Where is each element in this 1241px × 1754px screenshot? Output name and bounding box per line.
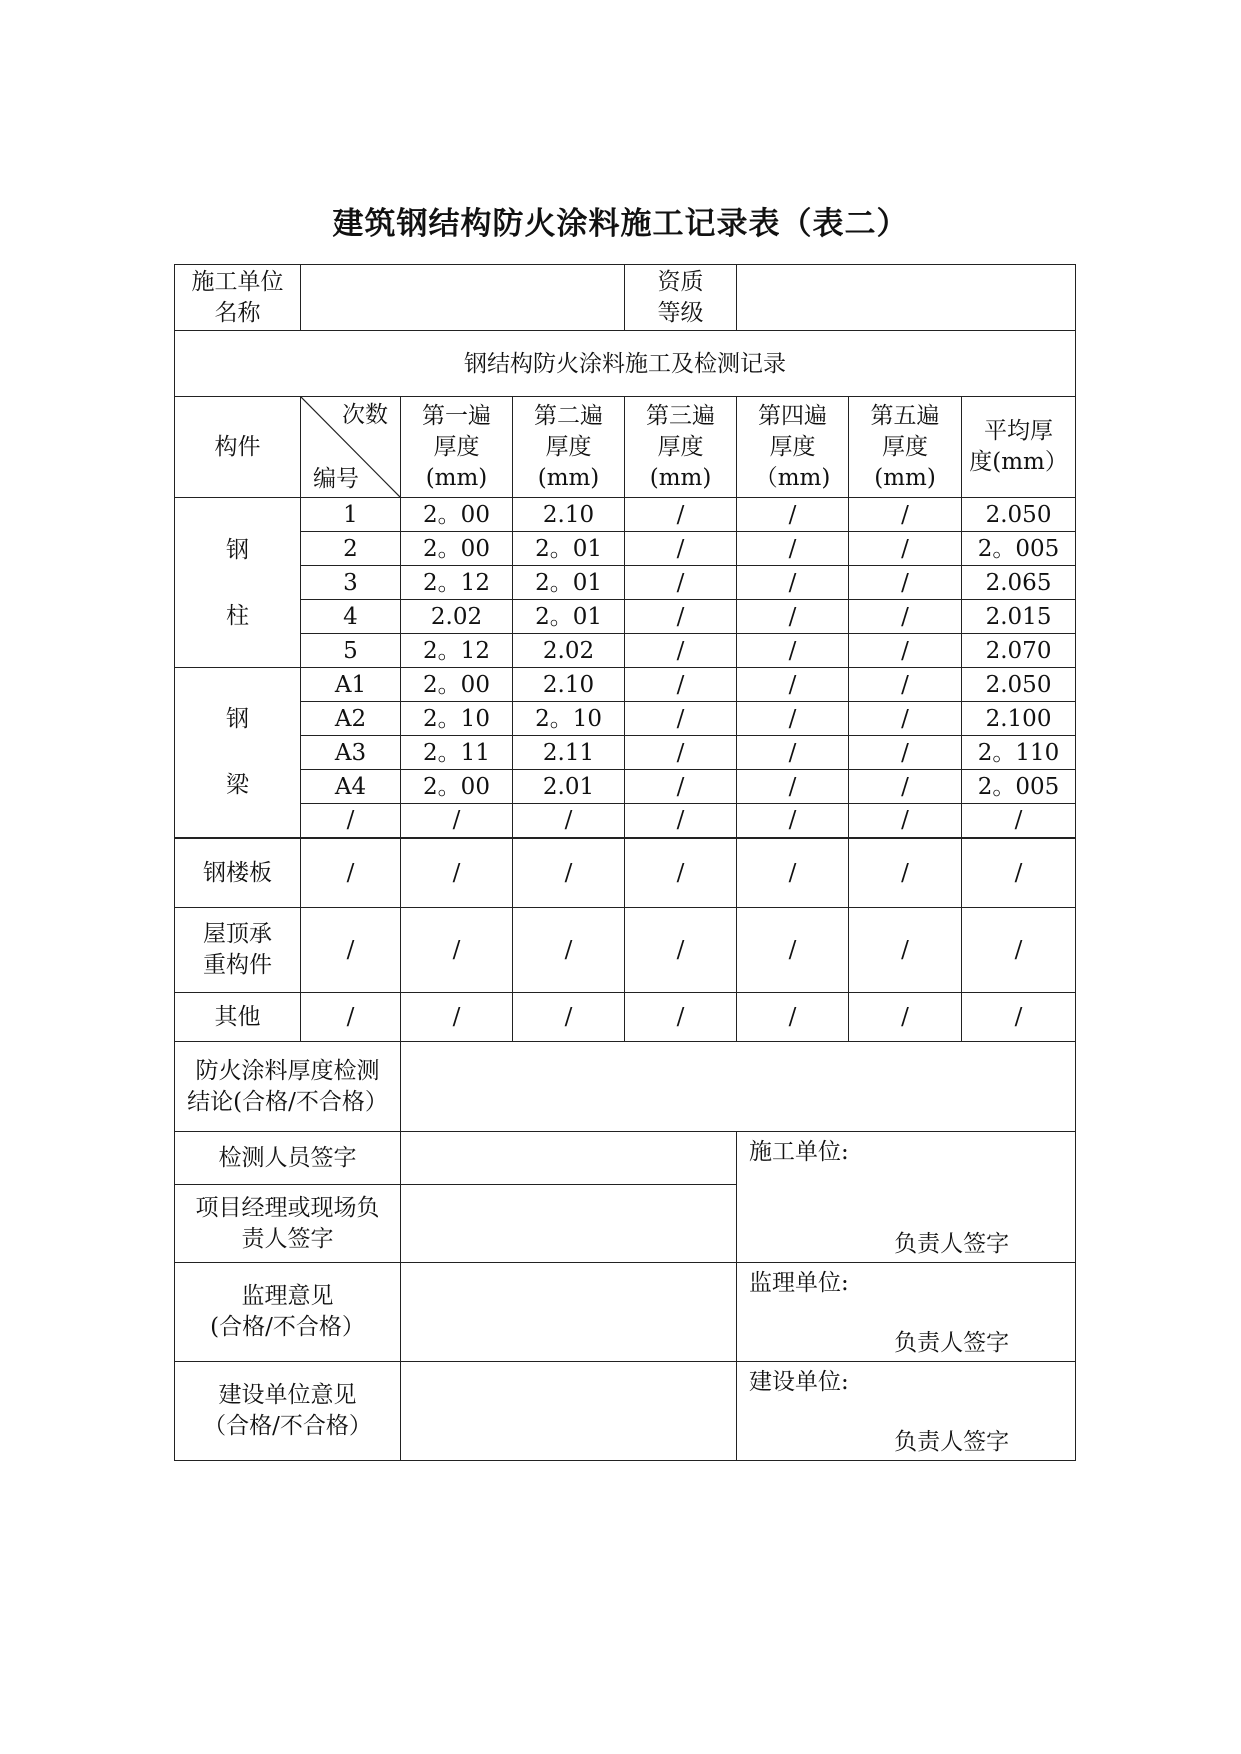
table-row	[175, 702, 1076, 736]
supervision-sign-label: 负责人签字	[894, 1330, 1010, 1356]
inspector-signature-label: 检测人员签字	[175, 1132, 401, 1185]
cell-pass-4: /	[737, 993, 849, 1042]
cell-pass-3: /	[625, 566, 737, 600]
table-row	[175, 770, 1076, 804]
supervision-row	[175, 1263, 1076, 1362]
table-row	[175, 566, 1076, 600]
cell-pass-5: /	[849, 804, 962, 838]
cell-pass-5: /	[849, 838, 962, 908]
cell-pass-3: /	[625, 702, 737, 736]
owner-sign-label: 负责人签字	[894, 1429, 1010, 1455]
cell-number: /	[301, 838, 401, 908]
cell-pass-3: /	[625, 532, 737, 566]
cell-pass-3: /	[625, 804, 737, 838]
manager-signature-label: 项目经理或现场负 责人签字	[175, 1185, 401, 1263]
cell-average: 2。005	[962, 532, 1076, 566]
column-header-row	[175, 397, 1076, 498]
table-row	[175, 634, 1076, 668]
cell-pass-2: 2。01	[513, 600, 625, 634]
cell-pass-5: /	[849, 498, 962, 532]
cell-average: 2.050	[962, 498, 1076, 532]
cell-pass-2: 2.10	[513, 668, 625, 702]
cell-pass-1: /	[401, 993, 513, 1042]
cell-pass-5: /	[849, 736, 962, 770]
cell-pass-5: /	[849, 908, 962, 993]
cell-average: /	[962, 838, 1076, 908]
cell-pass-4: /	[737, 736, 849, 770]
cell-average: /	[962, 993, 1076, 1042]
table-row	[175, 804, 1076, 838]
table-row	[175, 838, 1076, 908]
cell-pass-1: 2。10	[401, 702, 513, 736]
number-label: 编号	[313, 466, 359, 492]
inspector-signature-field[interactable]	[401, 1132, 737, 1185]
table-row	[175, 498, 1076, 532]
cell-number: /	[301, 804, 401, 838]
supervision-unit-label: 监理单位:	[749, 1270, 849, 1296]
cell-pass-4: /	[737, 770, 849, 804]
cell-pass-1: 2。00	[401, 770, 513, 804]
pass-2-header: 第二遍 厚度 (mm)	[513, 397, 625, 498]
pass-5-header: 第五遍 厚度 (mm)	[849, 397, 962, 498]
cell-pass-4: /	[737, 634, 849, 668]
pass-4-header: 第四遍 厚度 （mm)	[737, 397, 849, 498]
qualification-label: 资质 等级	[625, 265, 737, 331]
cell-average: 2.065	[962, 566, 1076, 600]
cell-pass-5: /	[849, 634, 962, 668]
cell-pass-1: /	[401, 804, 513, 838]
construction-sign-label: 负责人签字	[894, 1231, 1010, 1257]
section-title: 钢结构防火涂料施工及检测记录	[175, 331, 1076, 397]
cell-pass-5: /	[849, 702, 962, 736]
steel-beam-label: 钢 梁	[175, 668, 301, 838]
cell-pass-1: 2。00	[401, 668, 513, 702]
conclusion-row	[175, 1042, 1076, 1132]
cell-pass-1: 2。00	[401, 498, 513, 532]
supervision-unit-box[interactable]	[737, 1263, 1076, 1362]
cell-pass-3: /	[625, 498, 737, 532]
cell-pass-4: /	[737, 532, 849, 566]
table-row	[175, 908, 1076, 993]
owner-opinion-label: 建设单位意见 （合格/不合格）	[175, 1362, 401, 1461]
qualification-field[interactable]	[737, 265, 1076, 331]
cell-pass-5: /	[849, 993, 962, 1042]
table-row	[175, 993, 1076, 1042]
cell-number: /	[301, 908, 401, 993]
cell-average: 2。005	[962, 770, 1076, 804]
cell-pass-3: /	[625, 634, 737, 668]
record-table	[174, 264, 1076, 1461]
cell-pass-2: /	[513, 908, 625, 993]
cell-pass-1: 2。12	[401, 634, 513, 668]
inspector-row	[175, 1132, 1076, 1185]
cell-pass-3: /	[625, 668, 737, 702]
cell-pass-5: /	[849, 668, 962, 702]
construction-unit-box[interactable]	[737, 1132, 1076, 1263]
owner-row	[175, 1362, 1076, 1461]
header-row	[175, 265, 1076, 331]
cell-pass-1: 2。11	[401, 736, 513, 770]
pass-1-header: 第一遍 厚度 (mm)	[401, 397, 513, 498]
cell-number: A4	[301, 770, 401, 804]
cell-pass-5: /	[849, 566, 962, 600]
cell-pass-2: 2.11	[513, 736, 625, 770]
owner-unit-box[interactable]	[737, 1362, 1076, 1461]
cell-number: A3	[301, 736, 401, 770]
cell-number: 1	[301, 498, 401, 532]
table-row	[175, 736, 1076, 770]
cell-pass-3: /	[625, 770, 737, 804]
cell-pass-3: /	[625, 908, 737, 993]
cell-pass-2: 2.01	[513, 770, 625, 804]
cell-average: /	[962, 908, 1076, 993]
cell-pass-1: 2。00	[401, 532, 513, 566]
steel-floor-label: 钢楼板	[175, 838, 301, 908]
cell-number: A2	[301, 702, 401, 736]
cell-pass-4: /	[737, 566, 849, 600]
cell-average: 2。110	[962, 736, 1076, 770]
cell-pass-2: 2。01	[513, 566, 625, 600]
cell-pass-2: 2。10	[513, 702, 625, 736]
cell-pass-4: /	[737, 838, 849, 908]
table-row	[175, 668, 1076, 702]
other-label: 其他	[175, 993, 301, 1042]
cell-pass-4: /	[737, 702, 849, 736]
supervision-opinion-field[interactable]	[401, 1263, 737, 1362]
cell-pass-4: /	[737, 668, 849, 702]
cell-pass-2: 2。01	[513, 532, 625, 566]
cell-pass-3: /	[625, 600, 737, 634]
cell-pass-2: /	[513, 838, 625, 908]
cell-pass-1: /	[401, 908, 513, 993]
cell-number: 2	[301, 532, 401, 566]
roof-load-member-label: 屋顶承 重构件	[175, 908, 301, 993]
owner-unit-label: 建设单位:	[749, 1369, 849, 1395]
manager-signature-field[interactable]	[401, 1185, 737, 1263]
owner-opinion-field[interactable]	[401, 1362, 737, 1461]
cell-pass-1: /	[401, 838, 513, 908]
cell-average: 2.100	[962, 702, 1076, 736]
construction-unit-label: 施工单位:	[749, 1139, 849, 1165]
cell-pass-4: /	[737, 908, 849, 993]
diagonal-header	[301, 397, 401, 498]
average-thickness-header: 平均厚 度(mm）	[962, 397, 1076, 498]
cell-average: 2.050	[962, 668, 1076, 702]
cell-pass-2: 2.10	[513, 498, 625, 532]
page-title: 建筑钢结构防火涂料施工记录表（表二）	[332, 206, 909, 242]
cell-pass-5: /	[849, 600, 962, 634]
cell-average: 2.070	[962, 634, 1076, 668]
cell-pass-1: 2。12	[401, 566, 513, 600]
cell-pass-4: /	[737, 600, 849, 634]
cell-pass-4: /	[737, 498, 849, 532]
cell-average: 2.015	[962, 600, 1076, 634]
pass-count-label: 次数	[342, 402, 388, 428]
cell-number: /	[301, 993, 401, 1042]
unit-name-label: 施工单位 名称	[175, 265, 301, 331]
cell-pass-5: /	[849, 532, 962, 566]
cell-pass-2: 2.02	[513, 634, 625, 668]
steel-column-label: 钢 柱	[175, 498, 301, 668]
cell-number: 3	[301, 566, 401, 600]
cell-pass-3: /	[625, 838, 737, 908]
cell-pass-2: /	[513, 993, 625, 1042]
cell-pass-5: /	[849, 770, 962, 804]
cell-number: 4	[301, 600, 401, 634]
cell-pass-1: 2.02	[401, 600, 513, 634]
cell-pass-3: /	[625, 993, 737, 1042]
pass-3-header: 第三遍 厚度 (mm)	[625, 397, 737, 498]
component-header: 构件	[175, 397, 301, 498]
cell-pass-3: /	[625, 736, 737, 770]
table-row	[175, 600, 1076, 634]
cell-average: /	[962, 804, 1076, 838]
supervision-opinion-label: 监理意见 (合格/不合格）	[175, 1263, 401, 1362]
cell-number: 5	[301, 634, 401, 668]
conclusion-label: 防火涂料厚度检测 结论(合格/不合格）	[175, 1042, 401, 1132]
conclusion-field[interactable]	[401, 1042, 1076, 1132]
table-row	[175, 532, 1076, 566]
cell-pass-2: /	[513, 804, 625, 838]
cell-pass-4: /	[737, 804, 849, 838]
cell-number: A1	[301, 668, 401, 702]
unit-name-field[interactable]	[301, 265, 625, 331]
